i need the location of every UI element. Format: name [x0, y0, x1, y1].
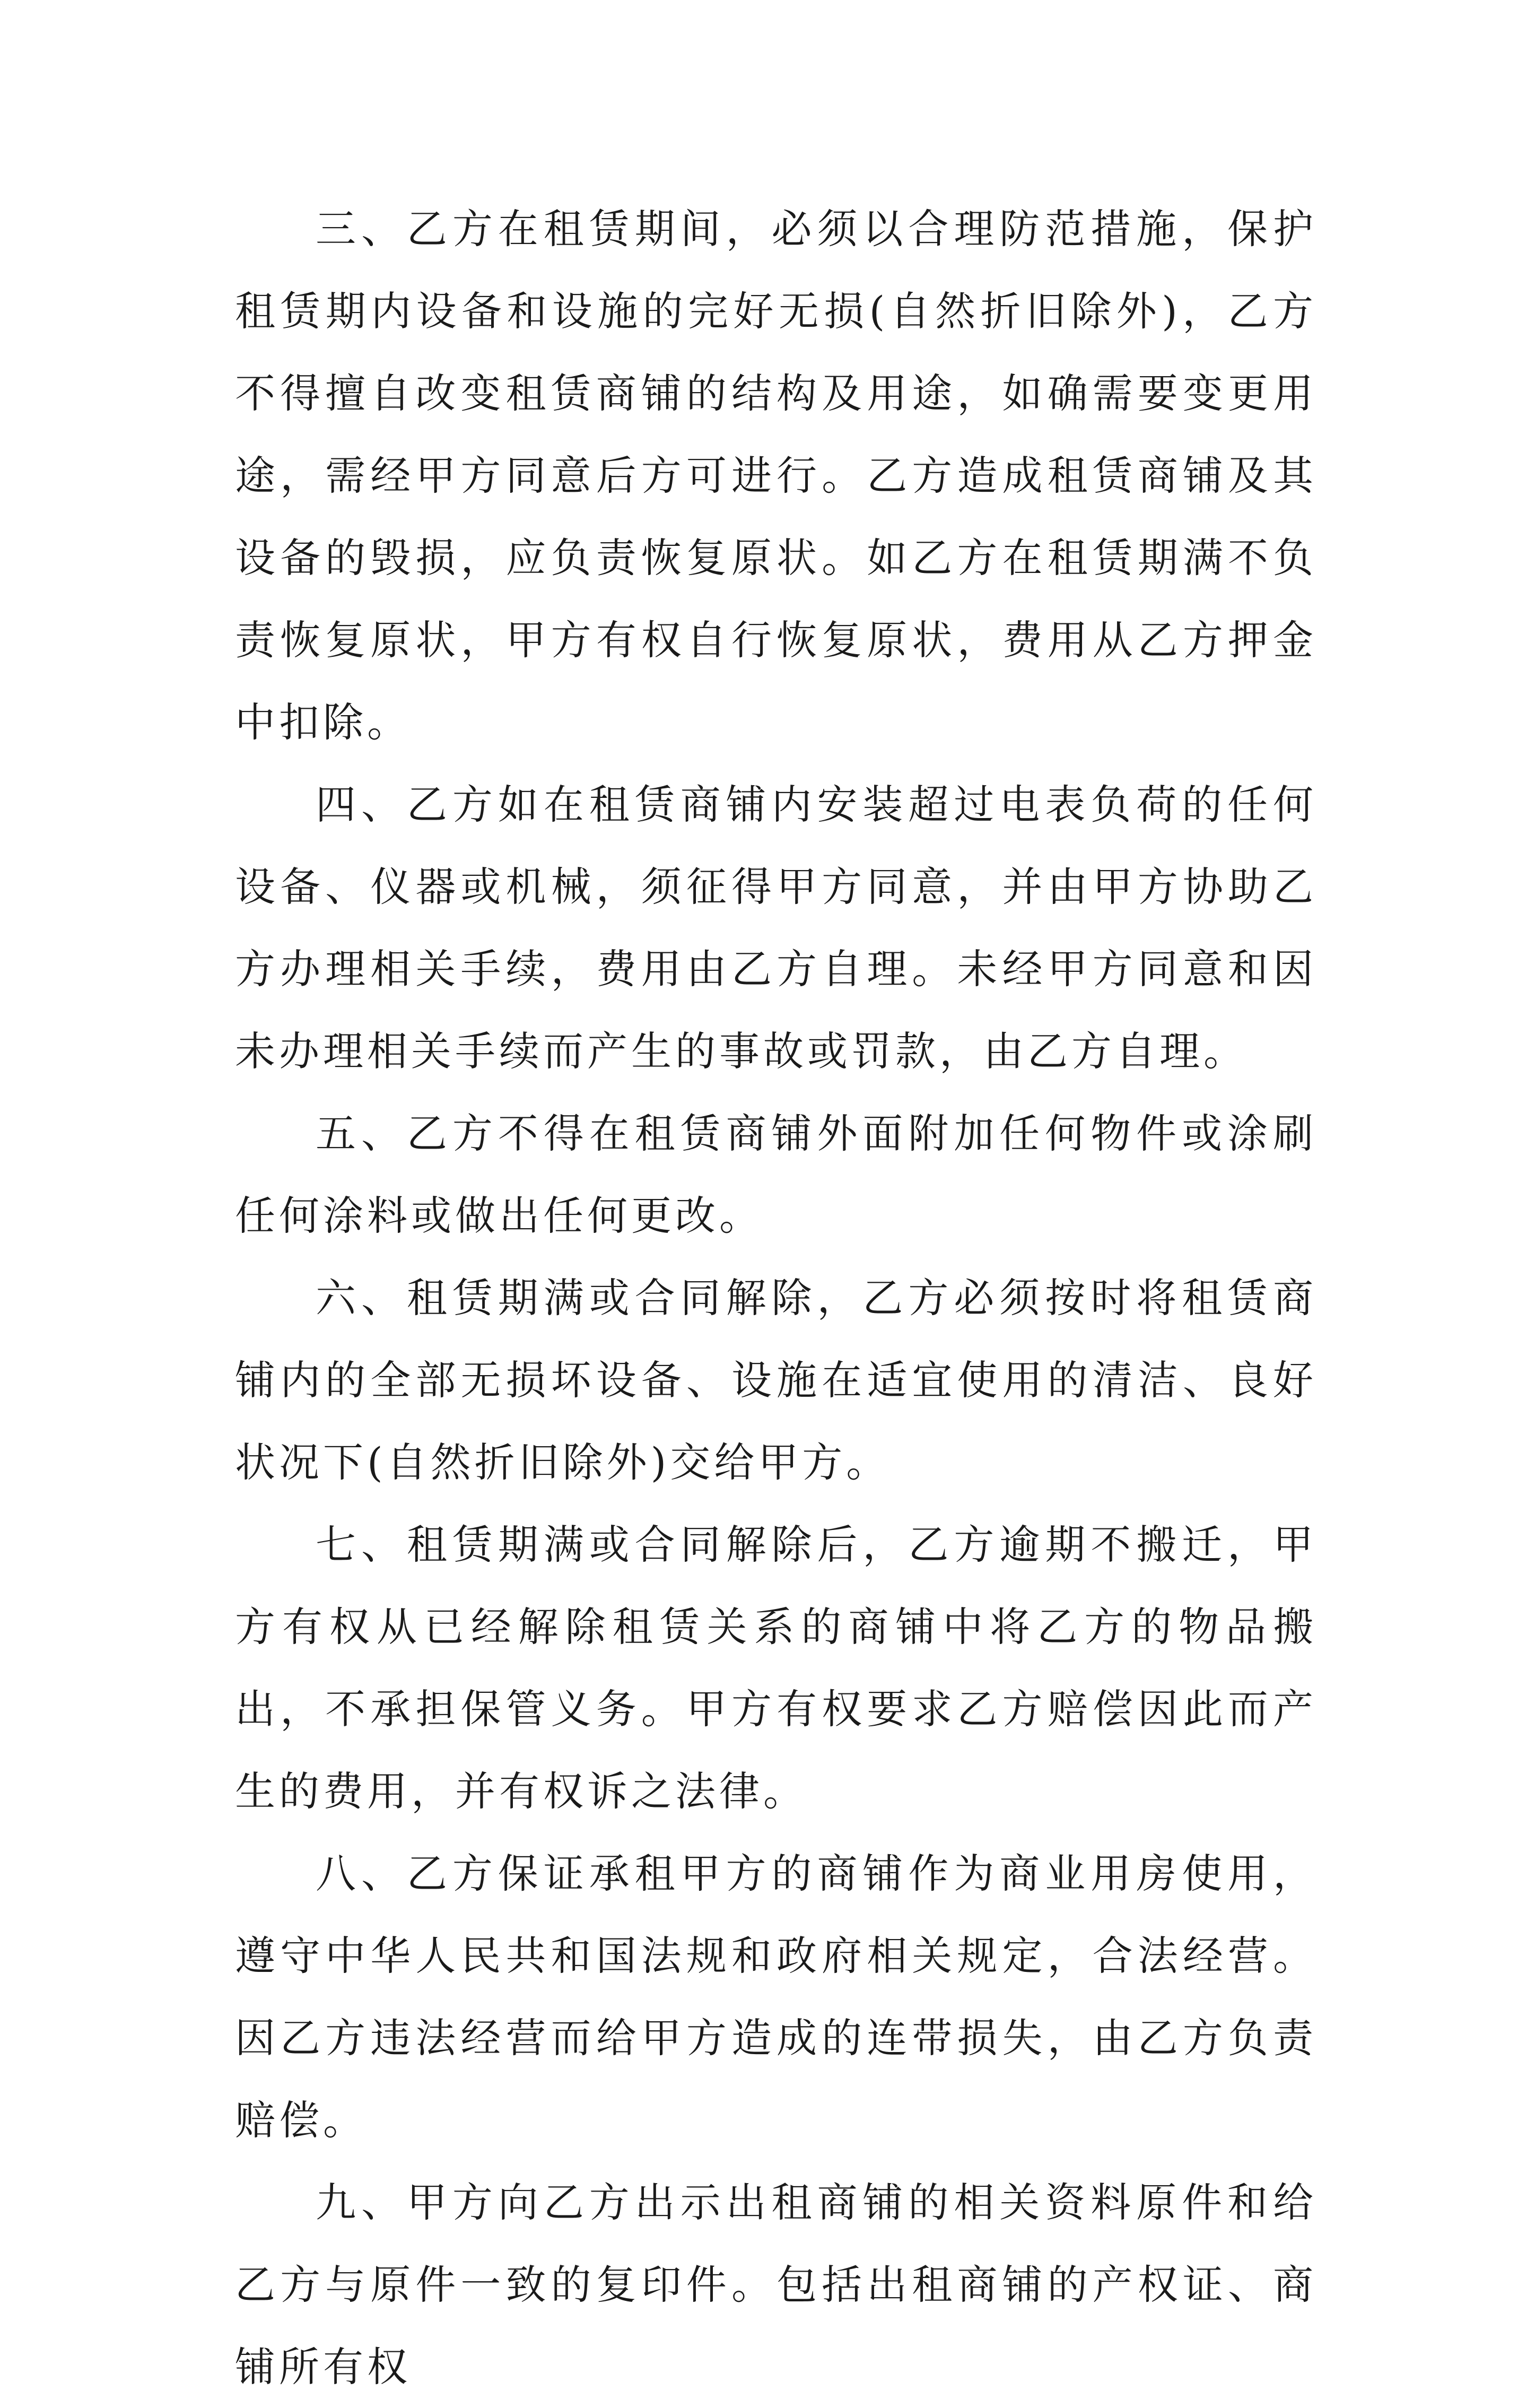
- clause-8-paragraph: 八、乙方保证承租甲方的商铺作为商业用房使用，遵守中华人民共和国法规和政府相关规定，合法经营。因乙方违法经营而给甲方造成的连带损失，由乙方负责赔偿。: [235, 1850, 1317, 2144]
- clause-3-paragraph: 三、乙方在租赁期间，必须以合理防范措施，保护租赁期内设备和设施的完好无损(自然折旧除外)，乙方不得擅自改变租赁商铺的结构及用途，如确需要变更用途，需经甲方同意后方可进行。乙方造成租赁商铺及其设备的毁损，应负责恢复原状。如乙方在租赁期满不负责恢复原状，甲方有权自行恢复原状，费用从乙方押金中扣除。: [235, 205, 1317, 746]
- clause-7-paragraph: 七、租赁期满或合同解除后，乙方逾期不搬迁，甲方有权从已经解除租赁关系的商铺中将乙方的物品搬出，不承担保管义务。甲方有权要求乙方赔偿因此而产生的费用，并有权诉之法律。: [235, 1521, 1317, 1815]
- clause-4-paragraph: 四、乙方如在租赁商铺内安装超过电表负荷的任何设备、仪器或机械，须征得甲方同意，并由甲方协助乙方办理相关手续，费用由乙方自理。未经甲方同意和因未办理相关手续而产生的事故或罚款，由乙方自理。: [235, 781, 1317, 1075]
- document-body: [235, 188, 1317, 2408]
- clause-9-paragraph: 九、甲方向乙方出示出租商铺的相关资料原件和给乙方与原件一致的复印件。包括出租商铺的产权证、商铺所有权: [235, 2179, 1317, 2390]
- clause-5-paragraph: 五、乙方不得在租赁商铺外面附加任何物件或涂刷任何涂料或做出任何更改。: [235, 1110, 1317, 1239]
- clause-6-paragraph: 六、租赁期满或合同解除，乙方必须按时将租赁商铺内的全部无损坏设备、设施在适宜使用的清洁、良好状况下(自然折旧除外)交给甲方。: [235, 1274, 1317, 1486]
